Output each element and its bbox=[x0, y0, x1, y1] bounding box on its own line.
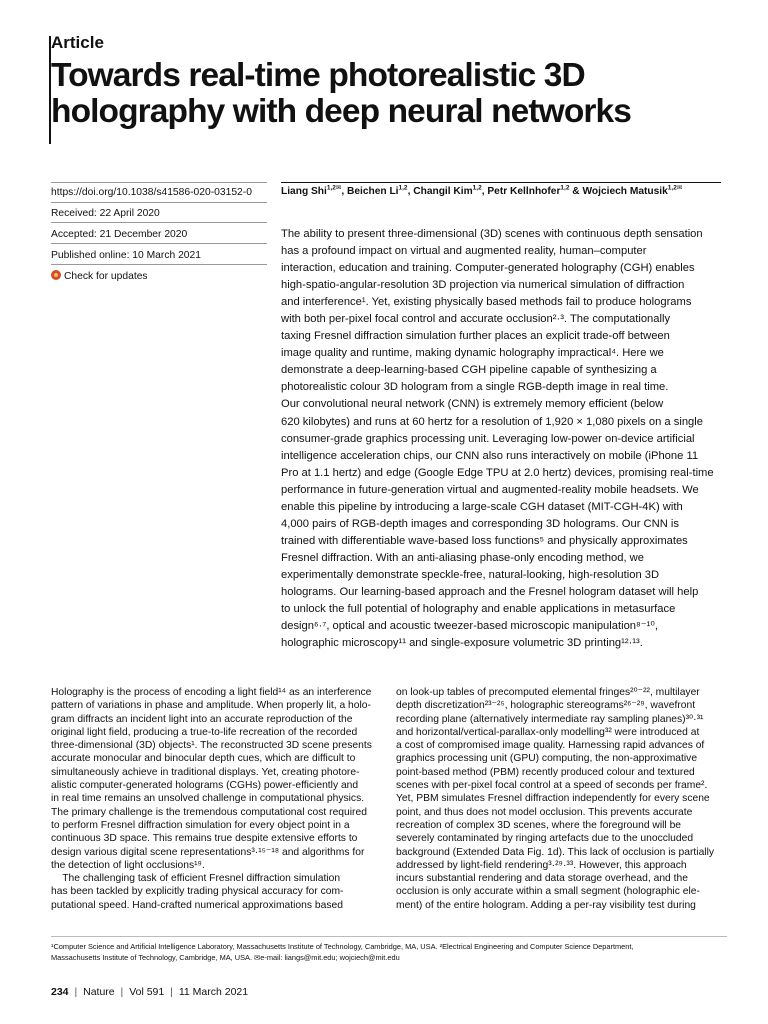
abstract-line: interaction, education and training. Computer-generated holography (CGH) enables bbox=[281, 262, 695, 275]
body-line: design various digital scene representations³·¹⁵⁻¹⁸ and algorithms for bbox=[51, 846, 365, 858]
abstract-line: holographic microscopy¹¹ and single-exposure volumetric 3D printing¹²·¹³. bbox=[281, 637, 643, 650]
body-line: pattern of variations in phase and amplitude. When properly lit, a holo- bbox=[51, 700, 371, 712]
abstract-line: Fresnel diffraction. With an anti-aliasing phase-only encoding method, we bbox=[281, 551, 644, 564]
author-ampersand: & bbox=[569, 186, 583, 197]
body-line: simultaneously achieve in traditional displays. Yet, creating photore- bbox=[51, 766, 360, 778]
issue-date: 11 March 2021 bbox=[178, 986, 249, 998]
body-line: three-dimensional (3D) objects¹. The reconstructed 3D scene presents bbox=[51, 740, 372, 752]
body-line: addressed by light-field rendering³·²⁹·³³. However, this approach bbox=[396, 859, 687, 871]
body-line: recreation of complex 3D scenes, where the foreground will be bbox=[396, 819, 682, 831]
authors-rule bbox=[281, 182, 721, 183]
title-line-1: Towards real-time photorealistic 3D bbox=[51, 57, 585, 94]
author-name[interactable]: Wojciech Matusik bbox=[582, 186, 668, 197]
body-line: depth discretization²³⁻²⁵, holographic stereograms²⁶⁻²⁹, wavefront bbox=[396, 700, 696, 712]
author-affiliation: 1,2 bbox=[398, 184, 408, 192]
footnote-rule bbox=[51, 936, 727, 937]
author-name[interactable]: Liang Shi bbox=[281, 186, 327, 197]
abstract-line: has a profound impact on virtual and augmented reality, human–computer bbox=[281, 245, 647, 258]
article-title bbox=[51, 58, 751, 130]
volume: Vol 591 bbox=[129, 986, 165, 998]
check-updates-label: Check for updates bbox=[64, 271, 148, 282]
abstract-line: with both per-pixel focal control and accurate occlusion²·³. The computationally bbox=[281, 313, 671, 326]
abstract-line: and interference¹. Yet, existing physically based methods fail to produce holograms bbox=[281, 296, 692, 309]
author-affiliation: 1,2 bbox=[472, 184, 482, 192]
abstract-line: 4,000 pairs of RGB-depth images and corresponding 3D holograms. Our CNN is bbox=[281, 517, 679, 530]
check-updates-icon bbox=[51, 270, 61, 280]
title-line-2: holography with deep neural networks bbox=[51, 93, 631, 130]
abstract-line: demonstrate a deep-learning-based CGH pipeline capable of synthesizing a bbox=[281, 364, 657, 377]
meta-rule-top bbox=[51, 182, 267, 183]
abstract bbox=[281, 226, 727, 652]
article-type-label: Article bbox=[51, 33, 104, 52]
body-line: incurs substantial rendering and data storage overhead, and the bbox=[396, 873, 688, 885]
footer-separator: | bbox=[74, 986, 78, 998]
body-line: ment) of the entire hologram. Adding a per-ray visibility test during bbox=[396, 899, 696, 911]
body-line: The primary challenge is the tremendous computational cost required bbox=[51, 806, 367, 818]
author-affiliation: 1,2✉ bbox=[667, 184, 683, 192]
abstract-line: Pro at 1.1 hertz) and edge (Google Edge TPU at 2.0 hertz) devices, promising real-time bbox=[281, 466, 714, 479]
body-line: background (Extended Data Fig. 1d). This lack of occlusion is partially bbox=[396, 846, 715, 858]
journal-name: Nature bbox=[83, 986, 115, 998]
footer-separator: | bbox=[170, 986, 173, 998]
abstract-line: photorealistic colour 3D hologram from a single RGB-depth image in real time. bbox=[281, 381, 669, 394]
abstract-line: 620 kilobytes) and runs at 60 hertz for a resolution of 1,920 × 1,080 pixels on a single bbox=[281, 415, 703, 428]
body-line: and horizontal/vertical-parallax-only modelling³² were introduced at bbox=[396, 726, 700, 738]
body-line: original light field, producing a true-to-life recreation of the recorded bbox=[51, 726, 358, 738]
footnote-line: ¹Computer Science and Artificial Intelligence Laboratory, Massachusetts Institute of Technology, Cambridge, MA, USA. ²Electrical Engineering and Computer Science Department, bbox=[51, 942, 634, 951]
received-date: Received: 22 April 2020 bbox=[51, 208, 160, 219]
body-line: The challenging task of efficient Fresnel diffraction simulation bbox=[51, 873, 341, 885]
body-line: continuous 3D space. This remains true despite extensive efforts to bbox=[51, 833, 358, 845]
body-line: point, and thus does not model occlusion. This prevents accurate bbox=[396, 806, 693, 818]
page-footer bbox=[51, 986, 248, 998]
body-line: to perform Fresnel diffraction simulation for every object point in a bbox=[51, 819, 350, 831]
footnote-line: Massachusetts Institute of Technology, Cambridge, MA, USA. ✉e-mail: liangs@mit.edu; wojciech@mit.edu bbox=[51, 953, 400, 962]
meta-rule bbox=[51, 202, 267, 203]
body-line: severely contaminated by ringing artefacts due to the unoccluded bbox=[396, 833, 694, 845]
abstract-line: to unlock the full potential of holography and enable applications in metasurface bbox=[281, 603, 676, 616]
abstract-line: performance in future-generation virtual and augmented-reality mobile headsets. We bbox=[281, 483, 699, 496]
abstract-line: Our convolutional neural network (CNN) is extremely memory efficient (below bbox=[281, 398, 664, 411]
author-name[interactable]: Beichen Li bbox=[347, 186, 399, 197]
body-line: alistic computer-generated holograms (CGHs) power-efficiently and bbox=[51, 780, 359, 792]
doi-link[interactable]: https://doi.org/10.1038/s41586-020-03152-0 bbox=[51, 187, 252, 198]
accepted-date: Accepted: 21 December 2020 bbox=[51, 229, 188, 240]
abstract-line: holograms. Our learning-based approach and the Fresnel hologram dataset will help bbox=[281, 585, 699, 598]
body-line: occlusion is only accurate within a small segment (holographic ele- bbox=[396, 886, 700, 898]
footer-separator: | bbox=[120, 986, 124, 998]
abstract-line: enable this pipeline by introducing a large-scale CGH dataset (MIT-CGH-4K) with bbox=[281, 500, 683, 513]
abstract-line: high-spatio-angular-resolution 3D projection via numerical simulation of diffraction bbox=[281, 279, 685, 292]
body-line: a cost of compromised image quality. Harnessing rapid advances of bbox=[396, 740, 705, 752]
published-date: Published online: 10 March 2021 bbox=[51, 250, 201, 261]
abstract-line: The ability to present three-dimensional (3D) scenes with continuous depth sensation bbox=[281, 228, 703, 240]
body-column-right bbox=[396, 686, 728, 912]
body-line: scenes with per-pixel focal control at a speed of seconds per frame². bbox=[396, 780, 708, 792]
body-line: Holography is the process of encoding a light field¹⁴ as an interference bbox=[51, 687, 372, 698]
author-affiliation: 1,2 bbox=[560, 184, 570, 192]
body-line: on look-up tables of precomputed elemental fringes²⁰⁻²², multilayer bbox=[396, 687, 700, 698]
author-name[interactable]: Petr Kellnhofer bbox=[487, 186, 561, 197]
body-line: Yet, PBM simulates Fresnel diffraction independently for every scene bbox=[396, 793, 710, 805]
affiliations-footnote bbox=[51, 941, 727, 963]
body-line: putational speed. Hand-crafted numerical approximations based bbox=[51, 899, 343, 911]
body-line: point-based method (PBM) recently produced colour and textured bbox=[396, 766, 695, 778]
body-line: has been tackled by explicitly trading physical accuracy for com- bbox=[51, 886, 344, 898]
check-for-updates-link[interactable] bbox=[51, 270, 269, 283]
meta-rule bbox=[51, 243, 267, 244]
author-list: Liang Shi$^{1,2✉}$, Beichen Li$^{1,2}$, Changil Kim$^{1,2}$, Petr Kellnhofer$^{1,2}$ & Wojciech Matusik$^{1,2✉}$ bbox=[281, 184, 683, 197]
body-line: recording plane (alternatively intermediate ray sampling planes)³⁰·³¹ bbox=[396, 713, 704, 725]
meta-rule bbox=[51, 222, 267, 223]
abstract-line: intelligence acceleration chips, our CNN also runs interactively on mobile (iPhone 11 bbox=[281, 449, 699, 462]
abstract-line: image quality and runtime, making dynamic holography impractical⁴. Here we bbox=[281, 347, 664, 360]
page-number: 234 bbox=[51, 986, 69, 998]
body-line: the detection of light occlusions¹⁹. bbox=[51, 859, 205, 871]
body-line: accurate monocular and binocular depth cues, which are difficult to bbox=[51, 753, 356, 765]
abstract-line: consumer-grade graphics processing unit. Leveraging low-power on-device artificial bbox=[281, 432, 695, 445]
author-name[interactable]: Changil Kim bbox=[413, 186, 473, 197]
body-line: graphics processing unit (GPU) computing, the non-approximative bbox=[396, 753, 698, 765]
author-affiliation: 1,2✉ bbox=[326, 184, 342, 192]
abstract-line: taxing Fresnel diffraction simulation further places an explicit trade-off between bbox=[281, 330, 670, 343]
body-line: in real time remains an unsolved challenge in computational physics. bbox=[51, 793, 365, 805]
abstract-line: design⁶·⁷, optical and acoustic tweezer-based microscopic manipulation⁸⁻¹⁰, bbox=[281, 620, 658, 633]
body-column-left bbox=[51, 686, 383, 912]
body-line: gram diffracts an incident light into an accurate reproduction of the bbox=[51, 713, 353, 725]
abstract-line: experimentally demonstrate speckle-free, natural-looking, high-resolution 3D bbox=[281, 568, 660, 581]
meta-rule bbox=[51, 264, 267, 265]
abstract-line: trained with differentiable wave-based loss functions⁵ and physically approximates bbox=[281, 534, 688, 547]
